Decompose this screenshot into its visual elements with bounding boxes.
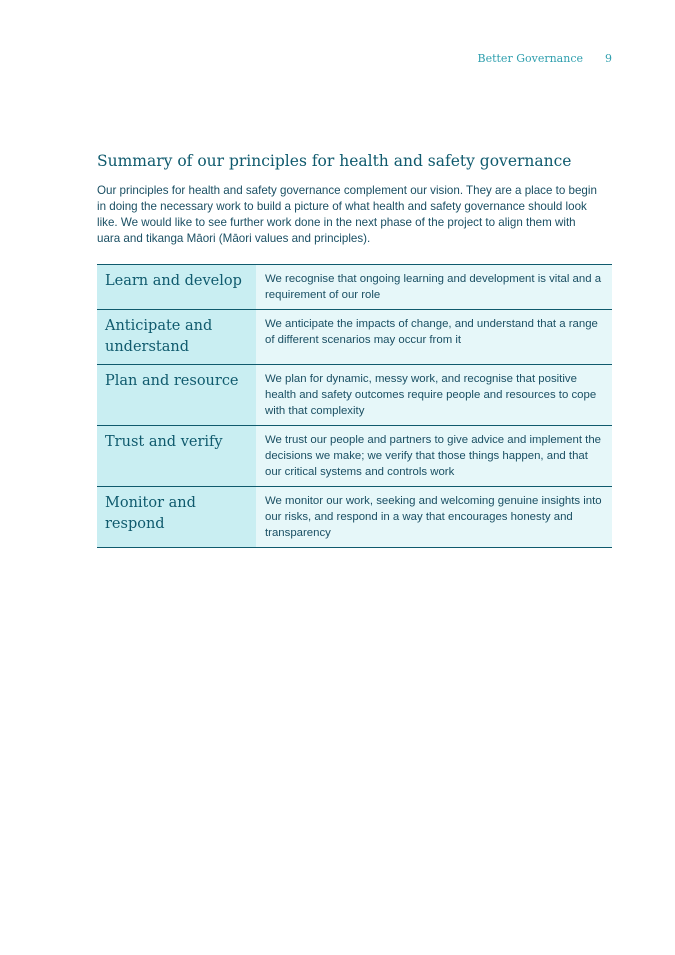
running-header-section: Better Governance <box>477 52 583 65</box>
principle-description: We anticipate the impacts of change, and understand that a range of different scenarios may occur from it <box>256 310 612 365</box>
running-header <box>478 52 613 65</box>
principle-description: We recognise that ongoing learning and development is vital and a requirement of our role <box>256 265 612 310</box>
principle-description: We monitor our work, seeking and welcoming genuine insights into our risks, and respond in a way that encourages honesty and transparency <box>256 487 612 548</box>
section-title: Summary of our principles for health and safety governance <box>97 152 572 170</box>
intro-paragraph: Our principles for health and safety governance complement our vision. They are a place to begin in doing the necessary work to build a picture of what health and safety governance should look like. We would like to see further work done in the next phase of the project to align them with uara and tikanga Māori (Māori values and principles). <box>97 184 597 245</box>
principle-name: Anticipate and understand <box>97 310 256 365</box>
principle-name: Learn and develop <box>97 265 256 310</box>
page-number: 9 <box>605 52 612 65</box>
principle-row-plan <box>97 365 612 426</box>
principle-row-anticipate <box>97 310 612 365</box>
principles-table <box>97 264 612 548</box>
principle-description: We trust our people and partners to give advice and implement the decisions we make; we verify that those things happen, and that our critical systems and controls work <box>256 426 612 487</box>
principle-description: We plan for dynamic, messy work, and recognise that positive health and safety outcomes require people and resources to cope with that complexity <box>256 365 612 426</box>
principle-row-learn <box>97 265 612 310</box>
principle-row-monitor <box>97 487 612 548</box>
principle-name: Monitor and respond <box>97 487 256 548</box>
principle-name: Trust and verify <box>97 426 256 487</box>
principle-name: Plan and resource <box>97 365 256 426</box>
principle-row-trust <box>97 426 612 487</box>
